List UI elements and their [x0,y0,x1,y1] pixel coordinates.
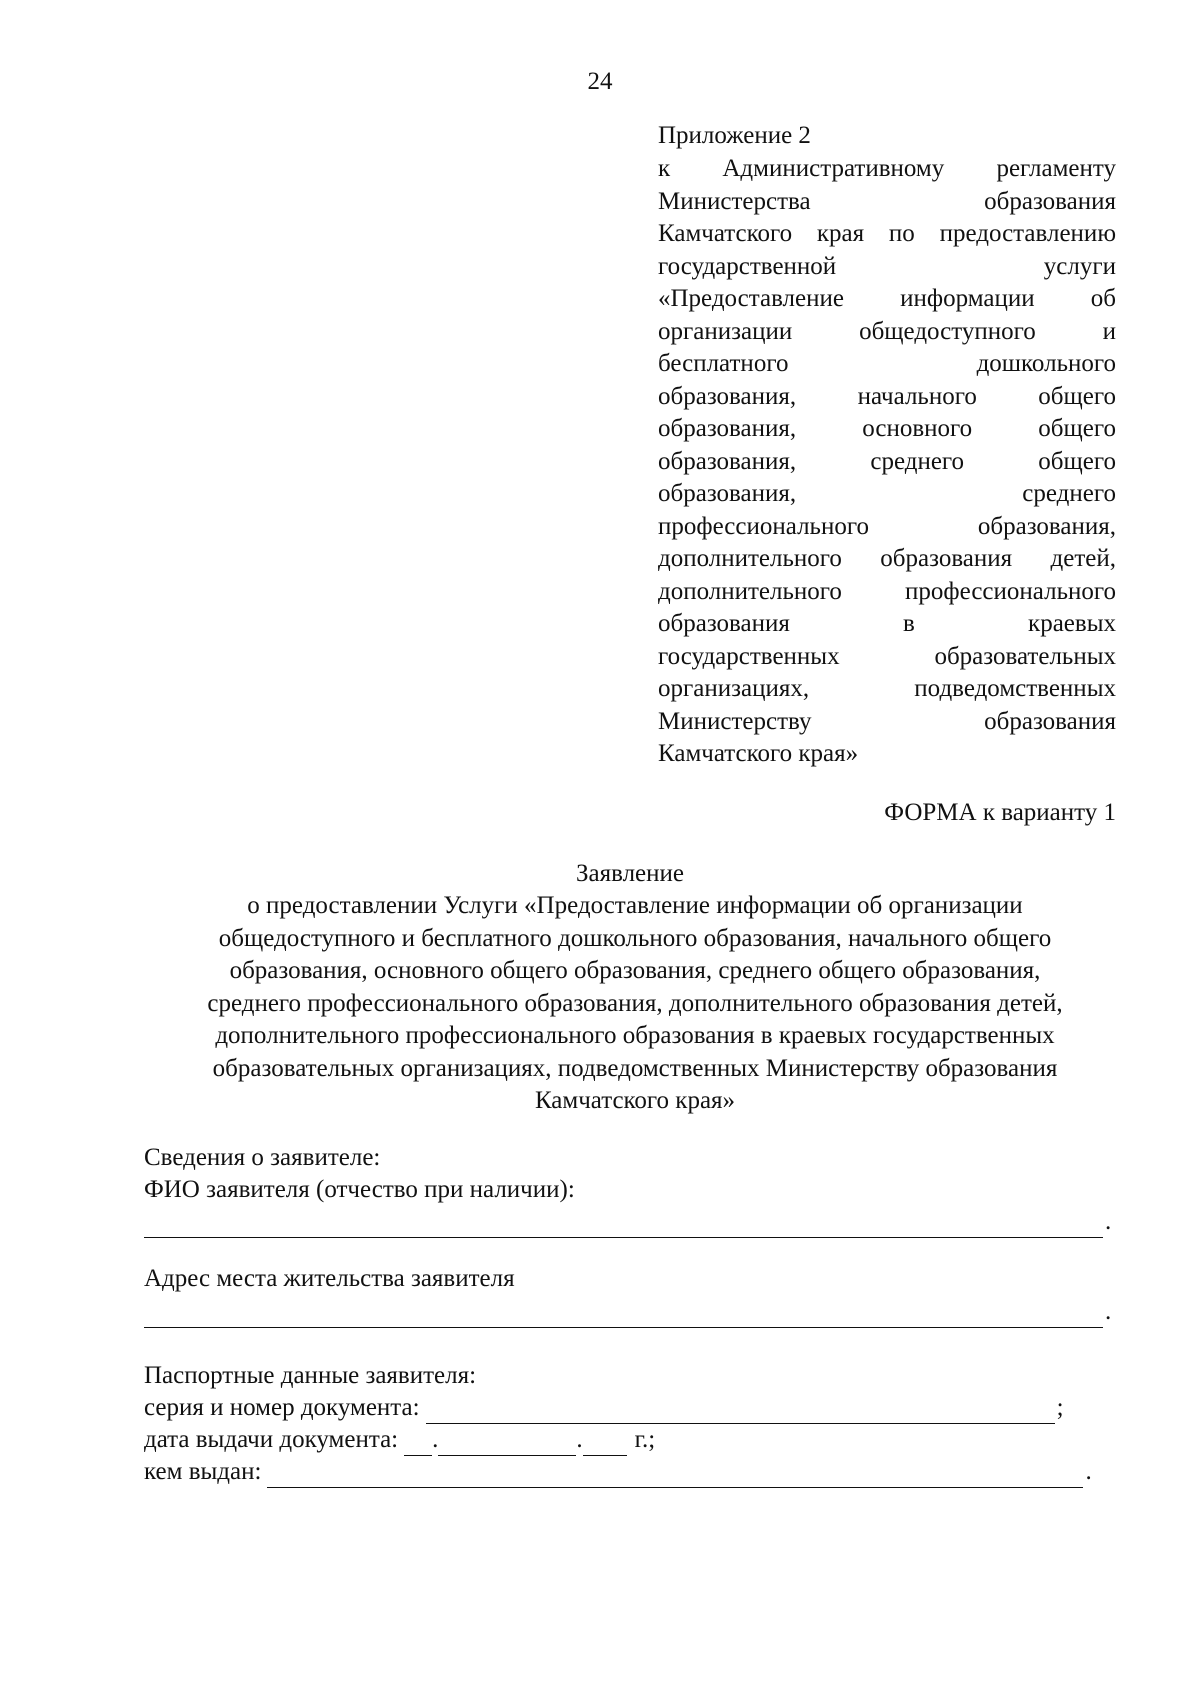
issue-date-label: дата выдачи документа: [144,1426,399,1453]
series-number-end: ; [1056,1394,1064,1421]
statement-line: дополнительного профессионального образования в краевых государственных [215,1022,1055,1049]
fio-line [144,1206,1120,1238]
appendix-line: образования, начального общего [658,382,1116,410]
appendix-line: Камчатского края» [658,740,859,767]
issue-date-separator: . [432,1426,439,1453]
appendix-title: Приложение 2 [658,122,811,149]
issued-by-end: . [1085,1458,1092,1485]
statement-line: о предоставлении Услуги «Предоставление информации об организации [247,892,1023,919]
statement-line: среднего профессионального образования, дополнительного образования детей, [207,989,1063,1017]
appendix-line: образования, основного общего [658,415,1116,442]
appendix-line: «Предоставление информации об [658,285,1116,312]
appendix-line: Камчатского края по предоставлению [658,220,1116,247]
issue-date-row [144,1424,1120,1456]
passport-section [144,1360,1120,1488]
appendix-line: Министерству образования [658,707,1116,735]
appendix-line: к Административному регламенту [658,155,1116,182]
form-variant-label: ФОРМА к варианту 1 [884,799,1116,826]
statement-title: Заявление [575,860,685,887]
issued-by-label: кем выдан: [144,1458,262,1485]
appendix-line: образования, среднего [658,480,1116,507]
fio-label: ФИО заявителя (отчество при наличии): [144,1176,575,1203]
address-label: Адрес места жительства заявителя [144,1265,515,1292]
statement-line: общедоступного и бесплатного дошкольного образования, начального общего [218,924,1052,952]
appendix-line: бесплатного дошкольного [658,350,1116,377]
issue-date-day-field[interactable] [404,1429,432,1456]
appendix-line: профессионального образования, [658,512,1116,540]
appendix-line: государственной услуги [658,252,1116,280]
appendix-line: государственных образовательных [658,642,1116,670]
series-number-label: серия и номер документа: [144,1394,420,1421]
fio-field[interactable] [144,1211,1103,1238]
applicant-name-section [144,1142,1120,1238]
passport-label: Паспортные данные заявителя: [144,1362,477,1389]
appendix-line: Министерства образования [658,187,1116,215]
appendix-line: дополнительного образования детей, [658,545,1116,572]
statement-line: Камчатского края» [534,1087,736,1114]
statement-line: образовательных организациях, подведомственных Министерству образования [212,1054,1058,1082]
address-line [144,1296,1120,1328]
issued-by-field[interactable] [267,1461,1083,1488]
series-number-row [144,1392,1120,1424]
series-number-field[interactable] [426,1397,1055,1424]
appendix-line: организации общедоступного и [658,317,1116,345]
applicant-address-section [144,1263,1120,1328]
applicant-section-label: Сведения о заявителе: [144,1144,381,1171]
appendix-line: организациях, подведомственных [658,675,1116,702]
appendix-block [658,120,1116,771]
appendix-line: дополнительного профессионального [658,577,1116,605]
address-field[interactable] [144,1301,1103,1328]
appendix-line: образования, среднего общего [658,447,1116,475]
issue-date-year-suffix: г.; [634,1426,656,1453]
issue-date-year-field[interactable] [583,1429,627,1456]
page-number: 24 [587,68,613,95]
appendix-line: образования в краевых [658,610,1116,637]
issued-by-row [144,1456,1120,1488]
statement-body [130,890,1140,1118]
statement-line: образования, основного общего образования, среднего общего образования, [229,957,1041,984]
fio-line-end: . [1105,1208,1112,1235]
issue-date-separator: . [576,1426,583,1453]
address-line-end: . [1105,1298,1112,1325]
issue-date-month-field[interactable] [438,1429,576,1456]
